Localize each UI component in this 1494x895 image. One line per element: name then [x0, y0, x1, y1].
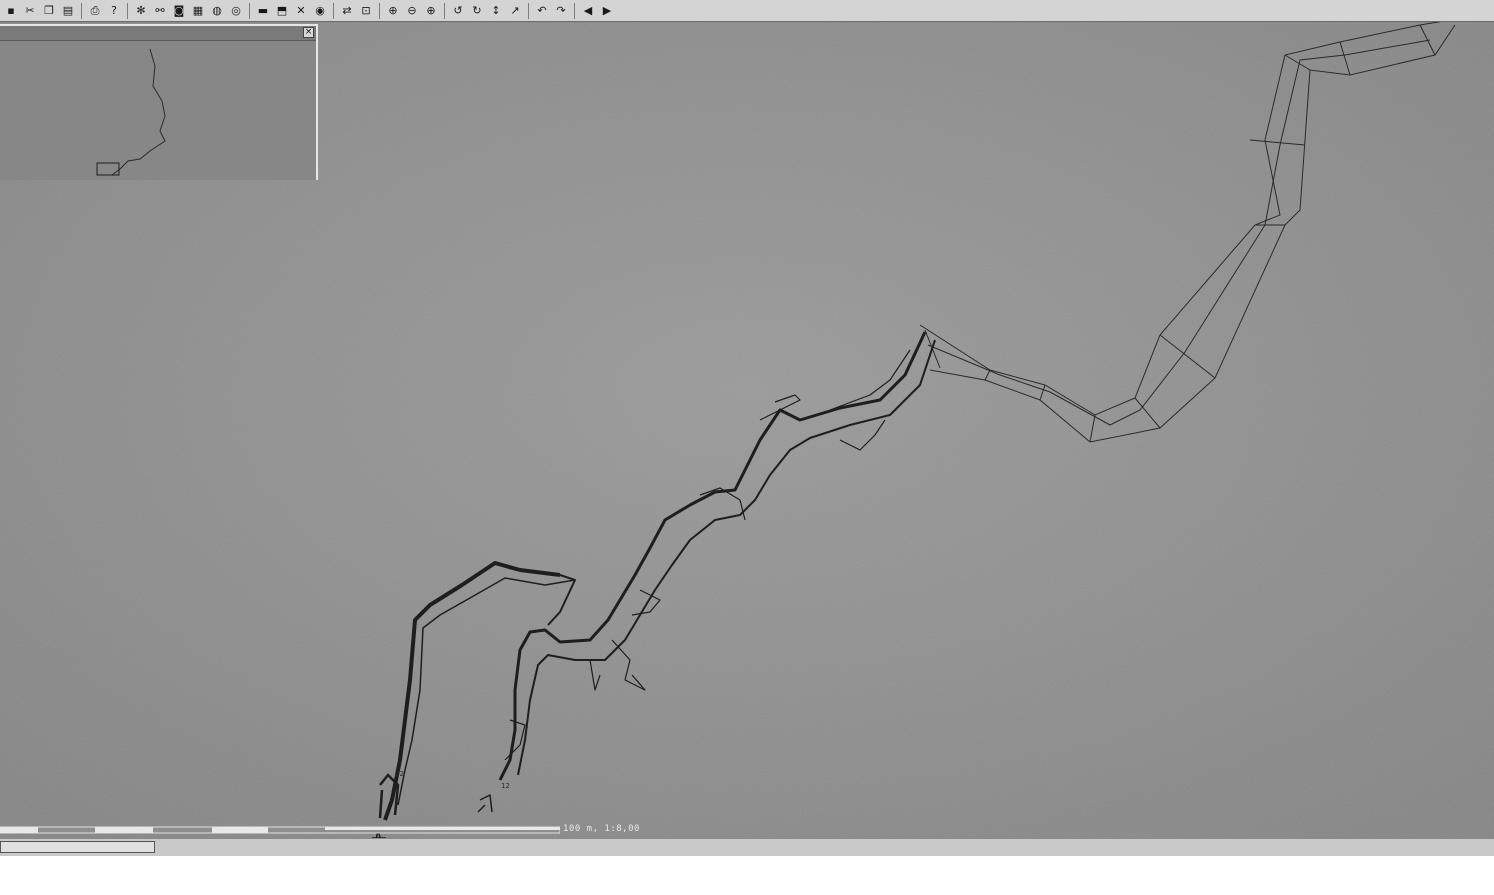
settings-icon[interactable]: ✻	[136, 4, 146, 17]
passage-wall-north	[920, 22, 1450, 415]
horizontal-scrollbar[interactable]	[0, 838, 1494, 856]
globe-icon[interactable]: ◍	[212, 4, 222, 17]
toolbar-separator	[333, 3, 334, 19]
zoom-window-icon[interactable]: ⊡	[361, 4, 371, 17]
overview-titlebar[interactable]	[0, 26, 316, 41]
rotate-right-icon[interactable]: ↻	[472, 4, 482, 17]
save-icon[interactable]: ▪	[7, 4, 15, 17]
station-label-left: 22	[395, 770, 404, 778]
network-icon[interactable]: ⚯	[155, 4, 165, 17]
zoom-fit-icon[interactable]: ⊕	[388, 4, 398, 17]
overview-window[interactable]	[0, 24, 318, 180]
page-margin	[0, 856, 1494, 895]
arrow-left-icon[interactable]: ◀	[583, 4, 593, 17]
refresh-icon[interactable]: ◉	[315, 4, 325, 17]
toolbar-separator	[81, 3, 82, 19]
help-icon[interactable]: ?	[111, 4, 117, 17]
toolbar-separator	[528, 3, 529, 19]
passage-survey-leg	[925, 25, 1435, 442]
side-passage-west-outer	[385, 563, 560, 820]
undo-icon[interactable]: ↶	[537, 4, 547, 17]
toolbar-separator	[127, 3, 128, 19]
table-icon[interactable]: ▦	[192, 4, 204, 17]
paste-icon[interactable]: ▤	[62, 4, 74, 17]
passage-centerline	[928, 40, 1430, 425]
main-passage-outer	[500, 332, 925, 780]
vertical-icon[interactable]: ↕	[491, 4, 501, 17]
overview-minimap[interactable]	[0, 41, 316, 180]
line-icon[interactable]: ▬	[257, 4, 269, 17]
main-toolbar	[0, 0, 1494, 22]
passage-wall-south	[930, 25, 1455, 442]
toolbar-separator	[444, 3, 445, 19]
zoom-in-icon[interactable]: ⊕	[426, 4, 436, 17]
select-icon[interactable]: ⇄	[342, 4, 352, 17]
toolbar-separator	[574, 3, 575, 19]
redo-icon[interactable]: ↷	[556, 4, 566, 17]
cursor-icon[interactable]: ↗	[510, 4, 520, 17]
target-icon[interactable]: ◎	[231, 4, 241, 17]
copy-icon[interactable]: ❐	[44, 4, 54, 17]
toolbar-separator	[249, 3, 250, 19]
comment-icon[interactable]: ◙	[173, 4, 185, 17]
scallop-detail-7	[590, 660, 600, 690]
close-tool-icon[interactable]: ✕	[296, 4, 306, 17]
arrow-right-icon[interactable]: ▶	[602, 4, 612, 17]
scallop-detail-5	[632, 590, 660, 615]
zoom-out-icon[interactable]: ⊖	[407, 4, 417, 17]
scrollbar-thumb[interactable]	[0, 841, 155, 853]
scale-label: 100 m, 1:8,00	[563, 824, 640, 834]
rotate-left-icon[interactable]: ↺	[453, 4, 463, 17]
print-icon[interactable]: ⎙	[90, 4, 100, 17]
overview-close-button[interactable]: ×	[304, 27, 313, 37]
entrance-east-mark	[478, 795, 492, 812]
export-icon[interactable]: ⬒	[276, 4, 288, 17]
main-passage-inner	[518, 340, 935, 775]
station-label-right: 12	[501, 782, 510, 790]
scale-bar	[0, 826, 560, 834]
cut-icon[interactable]: ✂	[25, 4, 35, 17]
scallop-detail-3	[840, 420, 885, 450]
toolbar-separator	[379, 3, 380, 19]
